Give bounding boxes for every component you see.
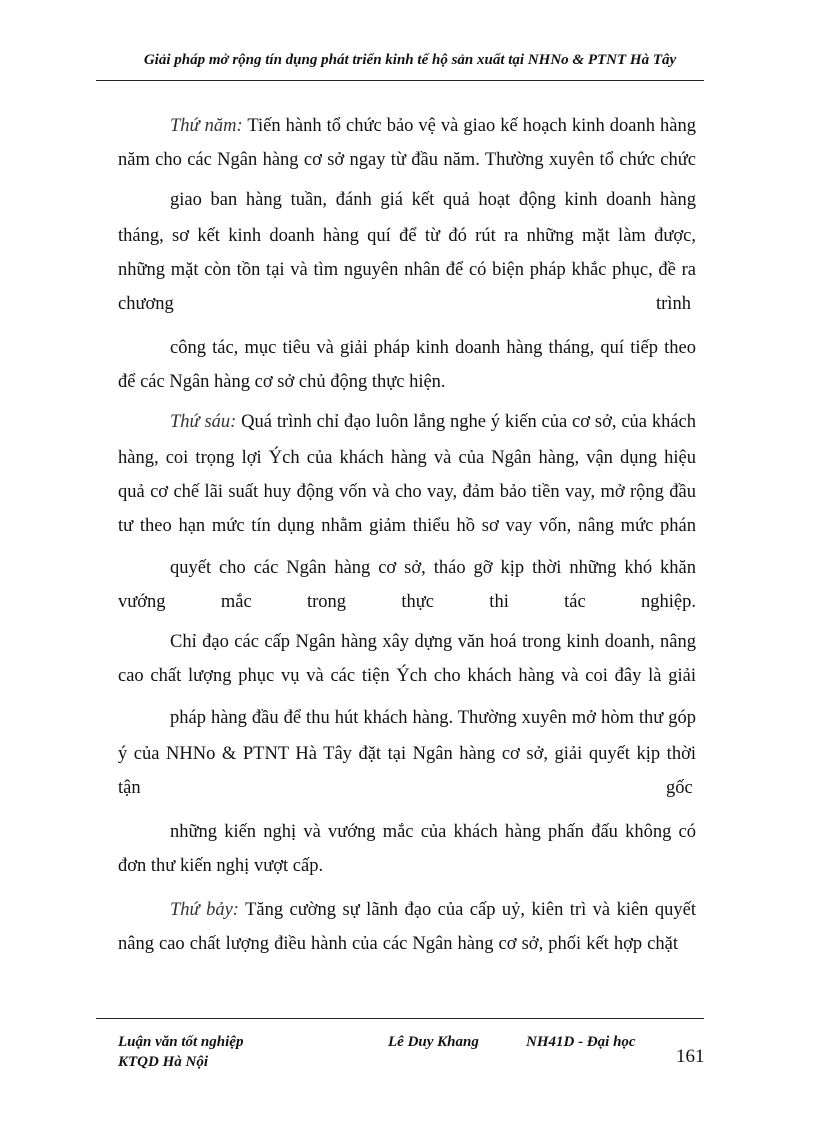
paragraph-line: những mặt còn tồn tại và tìm nguyên nhân để có biện pháp khắc phục, đề ra — [118, 260, 696, 280]
footer-thesis: Luận văn tốt nghiệp — [118, 1034, 244, 1050]
paragraph-line: quả cơ chế lãi suất huy động vốn và cho vay, đảm bảo tiền vay, mở rộng đầu — [118, 482, 696, 502]
paragraph-line: Thứ sáu: Quá trình chỉ đạo luôn lắng nghe ý kiến của cơ sở, của khách — [170, 412, 696, 432]
footer-author: Lê Duy Khang — [388, 1034, 479, 1050]
paragraph-line: giao ban hàng tuần, đánh giá kết quả hoạt động kinh doanh hàng — [170, 190, 696, 210]
paragraph-line: đơn thư kiến nghị vượt cấp. — [118, 856, 324, 876]
paragraph-line: pháp hàng đầu để thu hút khách hàng. Thường xuyên mở hòm thư góp — [170, 708, 696, 728]
footer-school: KTQD Hà Nội — [118, 1054, 208, 1070]
paragraph-line: ý của NHNo & PTNT Hà Tây đặt tại Ngân hàng cơ sở, giải quyết kịp thời — [118, 744, 696, 764]
paragraph-line-left: chương — [118, 294, 174, 314]
section-label: Thứ sáu: — [170, 412, 237, 432]
footer-class: NH41D - Đại học — [526, 1034, 636, 1050]
header-divider — [96, 80, 704, 81]
paragraph-line: những kiến nghị và vướng mắc của khách hàng phấn đấu không có — [170, 822, 696, 842]
paragraph-line: Thứ năm: Tiến hành tổ chức bảo vệ và giao kế hoạch kinh doanh hàng — [170, 116, 696, 136]
paragraph-line: tư theo hạn mức tín dụng nhằm giảm thiểu hồ sơ vay vốn, nâng mức phán — [118, 516, 696, 536]
paragraph-line: tháng, sơ kết kinh doanh hàng quí để từ đó rút ra những mặt làm được, — [118, 226, 696, 246]
paragraph-line: hàng, coi trọng lợi Ých của khách hàng và của Ngân hàng, vận dụng hiệu — [118, 448, 696, 468]
paragraph-line: công tác, mục tiêu và giải pháp kinh doanh hàng tháng, quí tiếp theo — [170, 338, 696, 358]
paragraph-line-right: gốc — [666, 778, 693, 798]
page-number: 161 — [676, 1046, 705, 1067]
page-header-title: Giải pháp mở rộng tín dụng phát triển kinh tế hộ sản xuất tại NHNo & PTNT Hà Tây — [143, 52, 677, 68]
section-label: Thứ bảy: — [170, 900, 239, 920]
paragraph-line-left: tận — [118, 778, 141, 798]
paragraph-line: quyết cho các Ngân hàng cơ sở, tháo gỡ kịp thời những khó khăn — [170, 558, 696, 578]
paragraph-line: năm cho các Ngân hàng cơ sở ngay từ đầu năm. Thường xuyên tổ chức chức — [118, 150, 696, 170]
paragraph-line: Thứ bảy: Tăng cường sự lãnh đạo của cấp uỷ, kiên trì và kiên quyết — [170, 900, 696, 920]
paragraph-line: Chỉ đạo các cấp Ngân hàng xây dựng văn hoá trong kinh doanh, nâng — [170, 632, 696, 652]
paragraph-line: nâng cao chất lượng điều hành của các Ngân hàng cơ sở, phối kết hợp chặt — [118, 934, 678, 954]
footer-divider — [96, 1018, 704, 1019]
paragraph-line: vướng mắc trong thực thi tác nghiệp. — [118, 592, 696, 612]
paragraph-line: để các Ngân hàng cơ sở chủ động thực hiện. — [118, 372, 446, 392]
paragraph-line: cao chất lượng phục vụ và các tiện Ých cho khách hàng và coi đây là giải — [118, 666, 696, 686]
paragraph-line-right: trình — [656, 294, 691, 314]
section-label: Thứ năm: — [170, 116, 243, 136]
